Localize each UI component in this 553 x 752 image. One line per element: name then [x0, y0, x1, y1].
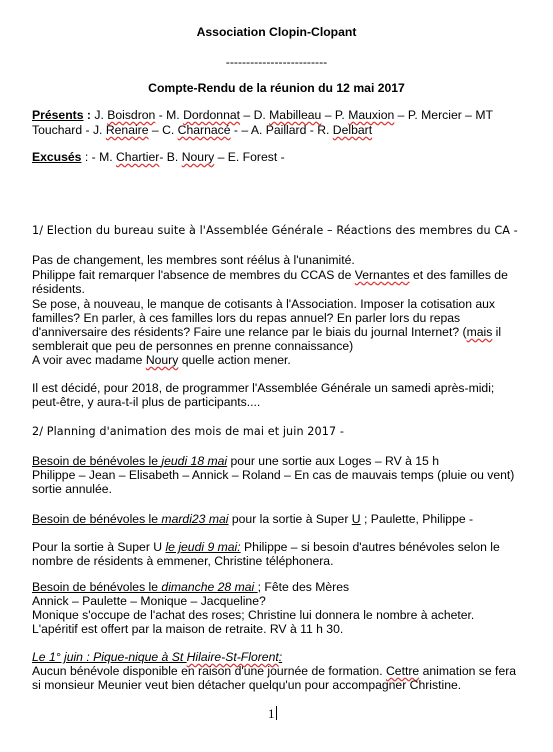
s1-line: familles? En parler, à ces familles lors du repas annuel? En parler lors du repas: [32, 311, 461, 325]
report-title: Compte-Rendu de la réunion du 12 mai 2017: [148, 81, 405, 95]
s2-line: Annick – Paulette – Monique – Jacqueline?: [32, 594, 266, 608]
association-title: Association Clopin-Clopant: [196, 25, 357, 39]
presents-line-1: Présents : J. Boisdron - M. Dordonnat – D. Mabilleau – P. Mauxion – P. Mercier – MT: [32, 108, 493, 122]
s1-line: Philippe fait remarquer l'absence de membres du CCAS de Vernantes et des familles de: [32, 268, 508, 282]
section-2-heading: 2/ Planning d'animation des mois de mai et juin 2017 -: [32, 425, 344, 438]
s2-line: nombre de résidents à emmener, Christine téléphonera.: [32, 554, 334, 568]
s1-line: Pas de changement, les membres sont réélus à l'unanimité.: [32, 253, 355, 267]
s2-line: Besoin de bénévoles le dimanche 28 mai ; Fête des Mères: [32, 580, 350, 594]
s1-line: semblerait que peu de personnes en prenne connaissance): [32, 339, 354, 353]
s2-line: L'apéritif est offert par la maison de retraite. RV à 11 h 30.: [32, 622, 344, 636]
s2-line: Monique s'occupe de l'achat des roses; Christine lui donnera le nombre à acheter.: [32, 608, 475, 622]
s2-line: Le 1° juin : Pique-nique à St Hilaire-St-Florent:: [32, 650, 283, 664]
s2-line: Besoin de bénévoles le mardi23 mai pour la sortie à Super U ; Paulette, Philippe -: [32, 512, 474, 526]
page-number: 1: [268, 706, 275, 721]
s2-line: Besoin de bénévoles le jeudi 18 mai pour une sortie aux Loges – RV à 15 h: [32, 454, 439, 468]
s1-line: d'anniversaire des résidents? Faire une relance par le biais du journal Internet? (mais il: [32, 325, 502, 339]
excuses-label: Excusés: [32, 150, 82, 164]
s1-line: résidents.: [32, 282, 85, 296]
separator-line: -------------------------: [225, 55, 328, 69]
text-cursor: [276, 706, 277, 720]
s2-line: Aucun bénévole disponible en raison d'une journée de formation. Cettre animation se fera: [32, 664, 517, 678]
s2-line: Pour la sortie à Super U le jeudi 9 mai: Philippe – si besoin d'autres bénévoles selon le: [32, 540, 500, 554]
s1-line: A voir avec madame Noury quelle action mener.: [32, 353, 291, 367]
s1-line: Se pose, à nouveau, le manque de cotisants à l'Association. Imposer la cotisation aux: [32, 297, 496, 311]
presents-label: Présents: [32, 108, 84, 122]
presents-line-2: Touchard - J. Renaire – C. Charnacé - – A. Paillard - R. Delbart: [32, 123, 373, 137]
s1-line: Il est décidé, pour 2018, de programmer l'Assemblée Générale un samedi après-midi;: [32, 381, 495, 395]
s2-line: si monsieur Meunier veut bien détacher quelqu'un pour accompagner Christine.: [32, 678, 462, 692]
excuses-line: Excusés : - M. Chartier- B. Noury – E. Forest -: [32, 150, 285, 164]
section-1-heading: 1/ Election du bureau suite à l'Assemblée Générale – Réactions des membres du CA -: [32, 224, 518, 237]
s2-line: Philippe – Jean – Elisabeth – Annick – Roland – En cas de mauvais temps (pluie ou vent): [32, 468, 515, 482]
s2-line: sortie annulée.: [32, 482, 112, 496]
s1-line: peut-être, y aura-t-il plus de participants....: [32, 395, 261, 409]
